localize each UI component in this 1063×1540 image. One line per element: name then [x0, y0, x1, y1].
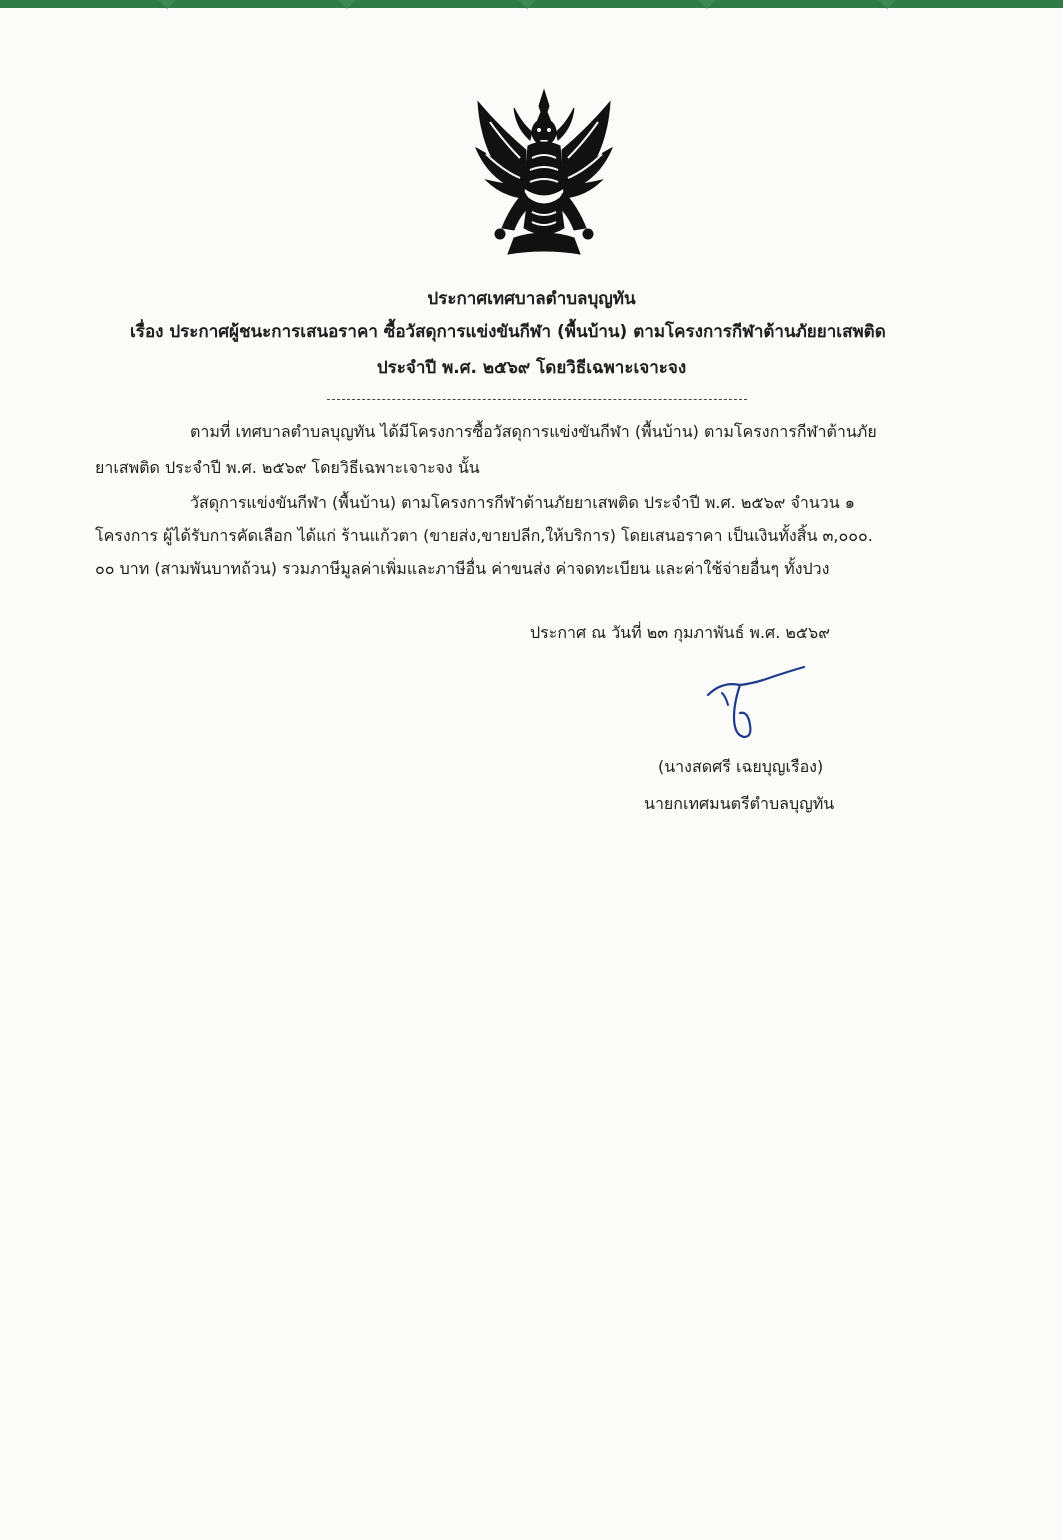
garuda-seal-icon: [470, 88, 618, 260]
band-ornament: [157, 0, 177, 9]
band-ornament: [337, 0, 357, 9]
announce-date: ประกาศ ณ วันที่ ๒๓ กุมภาพันธ์ พ.ศ. ๒๕๖๙: [530, 623, 830, 642]
top-green-band: [0, 0, 1063, 8]
signer-position: นายกเทศมนตรีตำบลบุญทัน: [644, 794, 835, 813]
document-subject-continued: ประจำปี พ.ศ. ๒๕๖๙ โดยวิธีเฉพาะเจาะจง: [376, 358, 687, 378]
paragraph-1-line-1: ตามที่ เทศบาลตำบลบุญทัน ได้มีโครงการซื้อวัสดุการแข่งขันกีฬา (พื้นบ้าน) ตามโครงการกีฬาต้านภัย: [190, 422, 877, 441]
document-title: ประกาศเทศบาลตำบลบุญทัน: [427, 289, 636, 309]
paragraph-2-line-2: โครงการ ผู้ได้รับการคัดเลือก ได้แก่ ร้านแก้วตา (ขายส่ง,ขายปลีก,ให้บริการ) โดยเสนอราคา เป็นเงินทั้งสิ้น ๓,๐๐๐.: [95, 526, 873, 545]
paragraph-2-line-1: วัสดุการแข่งขันกีฬา (พื้นบ้าน) ตามโครงการกีฬาต้านภัยยาเสพติด ประจำปี พ.ศ. ๒๕๖๙ จำนวน ๑: [190, 493, 855, 512]
paragraph-2-line-3: ๐๐ บาท (สามพันบาทถ้วน) รวมภาษีมูลค่าเพิ่มและภาษีอื่น ค่าขนส่ง ค่าจดทะเบียน และค่าใช้จ่ายอื่นๆ ทั้งปวง: [95, 559, 830, 578]
signer-name: (นางสดศรี เฉยบุญเรือง): [658, 757, 824, 776]
dashed-divider: [327, 399, 747, 400]
band-ornament: [697, 0, 717, 9]
signature-mark: [700, 663, 810, 743]
band-ornament: [517, 0, 537, 9]
band-ornament: [877, 0, 897, 9]
document-subject: เรื่อง ประกาศผู้ชนะการเสนอราคา ซื้อวัสดุการแข่งขันกีฬา (พื้นบ้าน) ตามโครงการกีฬาต้านภัยยาเสพติด: [130, 322, 886, 342]
paragraph-1-line-2: ยาเสพติด ประจำปี พ.ศ. ๒๕๖๙ โดยวิธีเฉพาะเจาะจง นั้น: [95, 458, 480, 477]
